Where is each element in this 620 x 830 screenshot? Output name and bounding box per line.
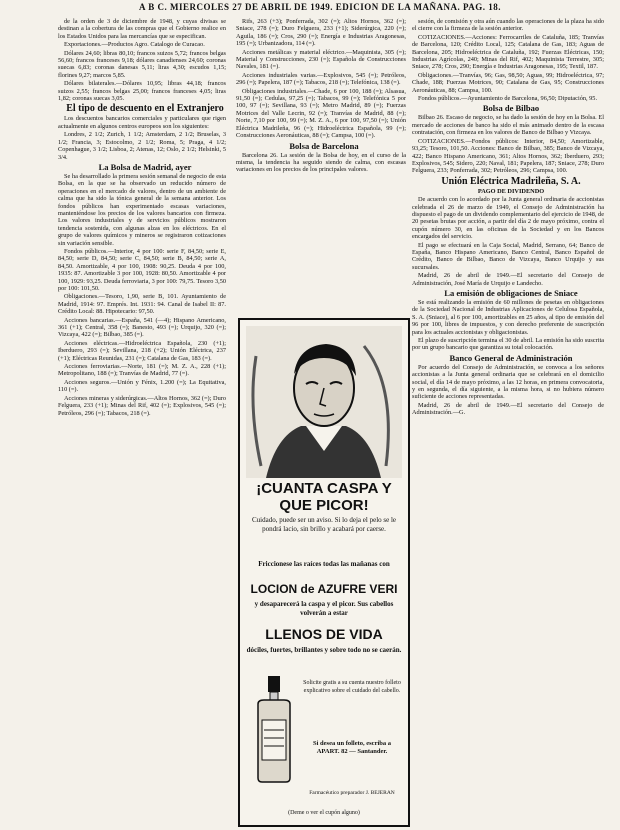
paragraph: Dólares bilaterales.—Dólares 10,95; libras 44,18; francos suizos 2,55; francos belgas 25,00; francos franceses 4,05; liras 1,82; coronas suecas 3,05. [58, 80, 226, 103]
column-left [58, 18, 226, 418]
paragraph: Se ha desarrollado la primera sesión semanal de negocio de esta Bolsa, en la que se ha observado un reducido número de operaciones en el mercado de valores, dentro de un ambiente de calma que ha sido la tónica general de la semana anterior. Los fondos públicos han experimentado escasas variaciones, manteniéndose los precios de los valores bancarios con firmeza. Los valores industriales y de servicios públicos mostraron tendencia sostenida, con algunas alzas en los eléctricos. En el grupo de valores químicos y mineros se registraron cotizaciones sin variación sensible. [58, 172, 226, 247]
paragraph: Acciones eléctricas.—Hidroeléctrica Española, 230 (+1); Iberduero, 293 (=); Sevillana, 218 (+2); Unión Eléctrica, 237 (+1); Eléctricas Reunidas, 231 (=); Catalana de Gas, 183 (=). [58, 339, 226, 362]
paragraph: Exportaciones.—Productos Agro. Catalogo de Curacao. [64, 41, 205, 49]
column-middle [236, 18, 406, 175]
paragraph: Rifs, 263 (+3); Ponferrada, 302 (=); Altos Hornos, 362 (=); Sniace, 278 (=); Duro Felguera, 233 (+1); Siderúrgica, 220 (=); Aguila, 186 (=); Cros, 290 (=); Energía e Industrias Aragonesas, 195 (=); Urbanizadora, 114 (=). [236, 18, 406, 48]
section-heading: Banco General de Administración [449, 352, 573, 363]
paragraph: Acciones ferroviarias.—Norte, 181 (=); M. Z. A., 228 (+1); Metropolitano, 188 (=); Tranvías de Madrid, 77 (=). [58, 363, 226, 378]
paragraph: El pago se efectuará en la Caja Social, Madrid, Serrano, 64; Banco de España, Banco Hispano Americano, Banco Central, Banco Español de Crédito, Banco de Bilbao, Banco de Vizcaya, Banco Urquijo y sus sucursales. [412, 241, 604, 271]
column-right [412, 18, 604, 418]
advertisement [238, 318, 410, 827]
paragraph: Londres, 2 1/2; Zurich, 1 1/2; Amsterdam, 2 1/2; Bruselas, 3 1/2; Francia, 3; Estocolmo, 2 1/2; Roma, 5; Praga, 4 1/2; Copenhague, 3 1/2; Lisboa, 2; Atenas, 12; Oslo, 2 1/2; Helsinki, 5 3/4. [58, 131, 226, 161]
paragraph: Madrid, 26 de abril de 1949.—El secretario del Consejo de Administración, José María de Urquijo e Landecho. [412, 272, 604, 287]
paragraph: Obligaciones.—Tesoro, 1,90, serie B, 101. Ayuntamiento de Madrid, 1914: 97. Emprés. Int. 1931: 94. Canal de Isabel II: 87. Crédito Local: 88. Hipotecario: 97,50. [58, 293, 226, 316]
ad-call-to-action: Si desea un folleto, escriba a APART. 82 — Santander. [313, 740, 391, 755]
ad-body: dóciles, fuertes, brillantes y sobre todo no se caerán. [246, 646, 402, 654]
paragraph: Acciones bancarias.—España, 541 (—4); Hispano Americano, 361 (+1); Central, 358 (=); Banesto, 493 (=); Urquijo, 320 (=); Vizcaya, 422 (=); Bilbao, 385 (=). [58, 316, 226, 339]
ad-footer: (Deme o ver el cupón alguno) [288, 810, 360, 816]
section-heading: El tipo de descuento en el Extranjero [66, 103, 224, 115]
ad-headline: ¡CUANTA CASPA Y QUE PICOR! [256, 480, 392, 514]
paragraph: Fondos públicos.—Ayuntamiento de Barcelona, 96,50; Diputación, 95. [418, 95, 598, 103]
ad-body: y desaparecerá la caspa y el picor. Sus cabellos volverán a estar [254, 600, 394, 617]
man-portrait-illustration [246, 326, 402, 478]
paragraph: Obligaciones.—Tranvías, 96; Gas, 98,50; Aguas, 99; Hidroeléctrica, 97; Chade, 188; Fuerzas Motrices, 90; Catalana de Gas, 95; Construcciones Aeronáuticas, 88; Campsa, 100. [412, 71, 604, 94]
section-heading: Unión Eléctrica Madrileña, S. A. [441, 175, 581, 187]
section-subheading: PAGO DE DIVIDENDO [477, 187, 545, 195]
ad-body: Cuidado, puede ser un aviso. Si lo deja el pelo se le pondrá lacio, sin brillo y acabará por caerse. [251, 516, 397, 533]
bottle-illustration [250, 674, 298, 784]
ad-note: Solicite gratis a su cuenta nuestro folleto explicativo sobre el cuidado del cabello. [303, 680, 401, 694]
paragraph: COTIZACIONES.—Fondos públicos: Interior, 84,50; Amortizable, 93,25; Tesoro, 101,50. Acciones: Banco de Bilbao, 385; Banco de Vizcaya, 422; Banco Hispano Americano, 361; Altos Hornos, 362; Iberduero, 293; Explosivos, 545; Sidero, 220; Naval, 181; Papelera, 187; Sniace, 278; Duro Felguera, 233; Ponferrada, 302; Petróleos, 296; Campsa, 100. [412, 137, 604, 175]
paragraph: Acciones industriales varias.—Explosivos, 545 (=); Petróleos, 296 (=); Papelera, 187 (=); Tabacos, 218 (=); Telefónica, 138 (=). [236, 71, 406, 87]
page-header: A B C. MIERCOLES 27 DE ABRIL DE 1949. EDICION DE LA MAÑANA. PAG. 18. [138, 2, 502, 12]
ad-slogan: LLENOS DE VIDA [265, 626, 383, 642]
paragraph: El plazo de suscripción termina el 30 de abril. La emisión ha sido suscrita por un grupo bancario que garantiza su total colocación. [412, 337, 604, 352]
paragraph: Acciones mineras y siderúrgicas.—Altos Hornos, 362 (=); Duro Felguera, 233 (+1); Minas del Rif, 402 (=); Explosivos, 545 (=); Petróleos, 296 (=); Tabacos, 218 (=). [58, 394, 226, 417]
section-heading: La emisión de obligaciones de Sniace [444, 288, 578, 298]
paragraph: Se está realizando la emisión de 60 millones de pesetas en obligaciones de la Sociedad Nacional de Industrias Aplicaciones de Celulosa Española, S. A. (Sniace), al 6 por 100, amortizables en 25 años, al tipo de emisión del 96 por 100, libres de impuestos, y con derecho preferente de suscripción para los actuales accionistas y obligacionistas. [412, 299, 604, 336]
paragraph: Acciones metálicas y material eléctrico.—Maquinista, 305 (=); Material y Construcciones, 230 (=); Española de Construcciones Navales, 181 (=). [236, 48, 406, 71]
paragraph: Por acuerdo del Consejo de Administración, se convoca a los señores accionistas a la Junta general ordinaria que se celebrará en el domicilio social, el día 14 de mayo próximo, a las 12 horas, en primera convocatoria, y en segunda, el día siguiente, a la misma hora, si no hubiera número suficiente de acciones representadas. [412, 363, 604, 401]
paragraph: Dólares 24,60; libras 80,10; francos suizos 5,72; francos belgas 56,60; francos franceses 9,18; dólares canadienses 24,60; coronas suecas 6,83; coronas danesas 5,11; liras 4,30; escudos 1,15; florines 9,27; marcos 5,85. [58, 49, 226, 79]
paragraph: sesión, de comisión y otra aún cuando las operaciones de la plaza ha sido el cierre con la firmeza de la sesión anterior. [412, 18, 604, 33]
paragraph: Obligaciones industriales.—Chade, 6 por 100, 188 (=); Alsasua, 91,50 (=); Cedulas, 97,25 (=); Tabacos, 99 (=); Telefónica 5 por 100, 97 (=); Sevillana, 93 (=); Metro Madrid, 89 (=); Fuerzas Motrices del Valle Lecrin, 92 (=); Tranvías de Madrid, 88 (=); Norte, 7,10 por 100, 99 (=); M. Z. A., 6 por 100, 97,50 (=); Unión Eléctrica Madrileña, 96 (=); Hidroeléctrica Española, 99 (=); Construcciones Aeronáuticas, 88 (=); Campsa, 100 (=). [236, 87, 406, 140]
paragraph: Barcelona 26. La sesión de la Bolsa de hoy, en el curso de la misma, la tendencia ha seguido siendo de calma, con escasas variaciones en los precios de los principales valores. [236, 151, 406, 174]
ad-product-name: LOCION de AZUFRE VERI [250, 582, 398, 596]
section-heading: Bolsa de Bilbao [482, 103, 540, 114]
paragraph: COTIZACIONES.—Acciones: Ferrocarriles de Cataluña, 185; Tranvías de Barcelona, 120; Crédito Local, 125; Catalana de Gas, 183; Aguas de Barcelona, 205; Hidroeléctrica de Cataluña, 192; Fuerzas Eléctricas, 150; Industrias Agrícolas, 240; Minas del Rif, 402; Maquinista Terrestre, 305; Sniace, 278; Cros, 290; Energía e Industrias Aragonesas, 195; Textil, 187. [412, 33, 604, 71]
section-heading: Bolsa de Barcelona [289, 140, 359, 151]
paragraph: Madrid, 26 de abril de 1949.—El secretario del Consejo de Administración.—G. [412, 401, 604, 417]
paragraph: Fondos públicos.—Interior, 4 por 100: serie F, 84,50; serie E, 84,50; serie D, 84,50; serie C, 84,50; serie B, 84,50; serie A, 84,50. Amortizable, 4 por 100, 1908: 90,25. Deuda 4 por 100, 1935: 87. Amortizable 3 por 100, 1928: 80,50. Amortizable 4 por 100, 1929: 93,25. Deuda ferroviaria, 3 por 100: 79,75. Tesoro 3,50 por 100: 101,50. [58, 247, 226, 292]
paragraph: Bilbao 26. Escaso de negocio, se ha dado la sesión de hoy en la Bolsa. El mercado de acciones de banco ha sido el más animado dentro de la escasa contratación, con firmeza en los valores de Banco de Bilbao y Vizcaya. [412, 114, 604, 137]
section-heading: La Bolsa de Madrid, ayer [98, 161, 192, 172]
paragraph: Los descuentos bancarios comerciales y particulares que rigen actualmente en algunos centros europeos son los siguientes: [58, 115, 226, 130]
ad-body: Friccionese las raíces todas las mañanas con [258, 560, 390, 568]
ad-maker: Farmacéutico preparador J. BEJERAN [309, 790, 395, 796]
paragraph: Acciones seguros.—Unión y Fénix, 1.200 (=); La Equitativa, 110 (=). [58, 378, 226, 394]
paragraph: De acuerdo con lo acordado por la Junta general ordinaria de accionistas celebrada el 26 de marzo de 1949, el Consejo de Administración ha dispuesto el pago de un dividendo complementario del ejercicio de 1948, de 20 pesetas brutas por acción, a partir del día 2 de mayo próximo, contra el cupón número 30, en las oficinas de la Sociedad y en los Bancos encargados del servicio. [412, 196, 604, 241]
paragraph: de la orden de 3 de diciembre de 1948, y cuyas divisas se destinan a la cobertura de las compras que el Gobierno realice en los Estados Unidos para las mercancías que se especifican. [58, 18, 226, 40]
